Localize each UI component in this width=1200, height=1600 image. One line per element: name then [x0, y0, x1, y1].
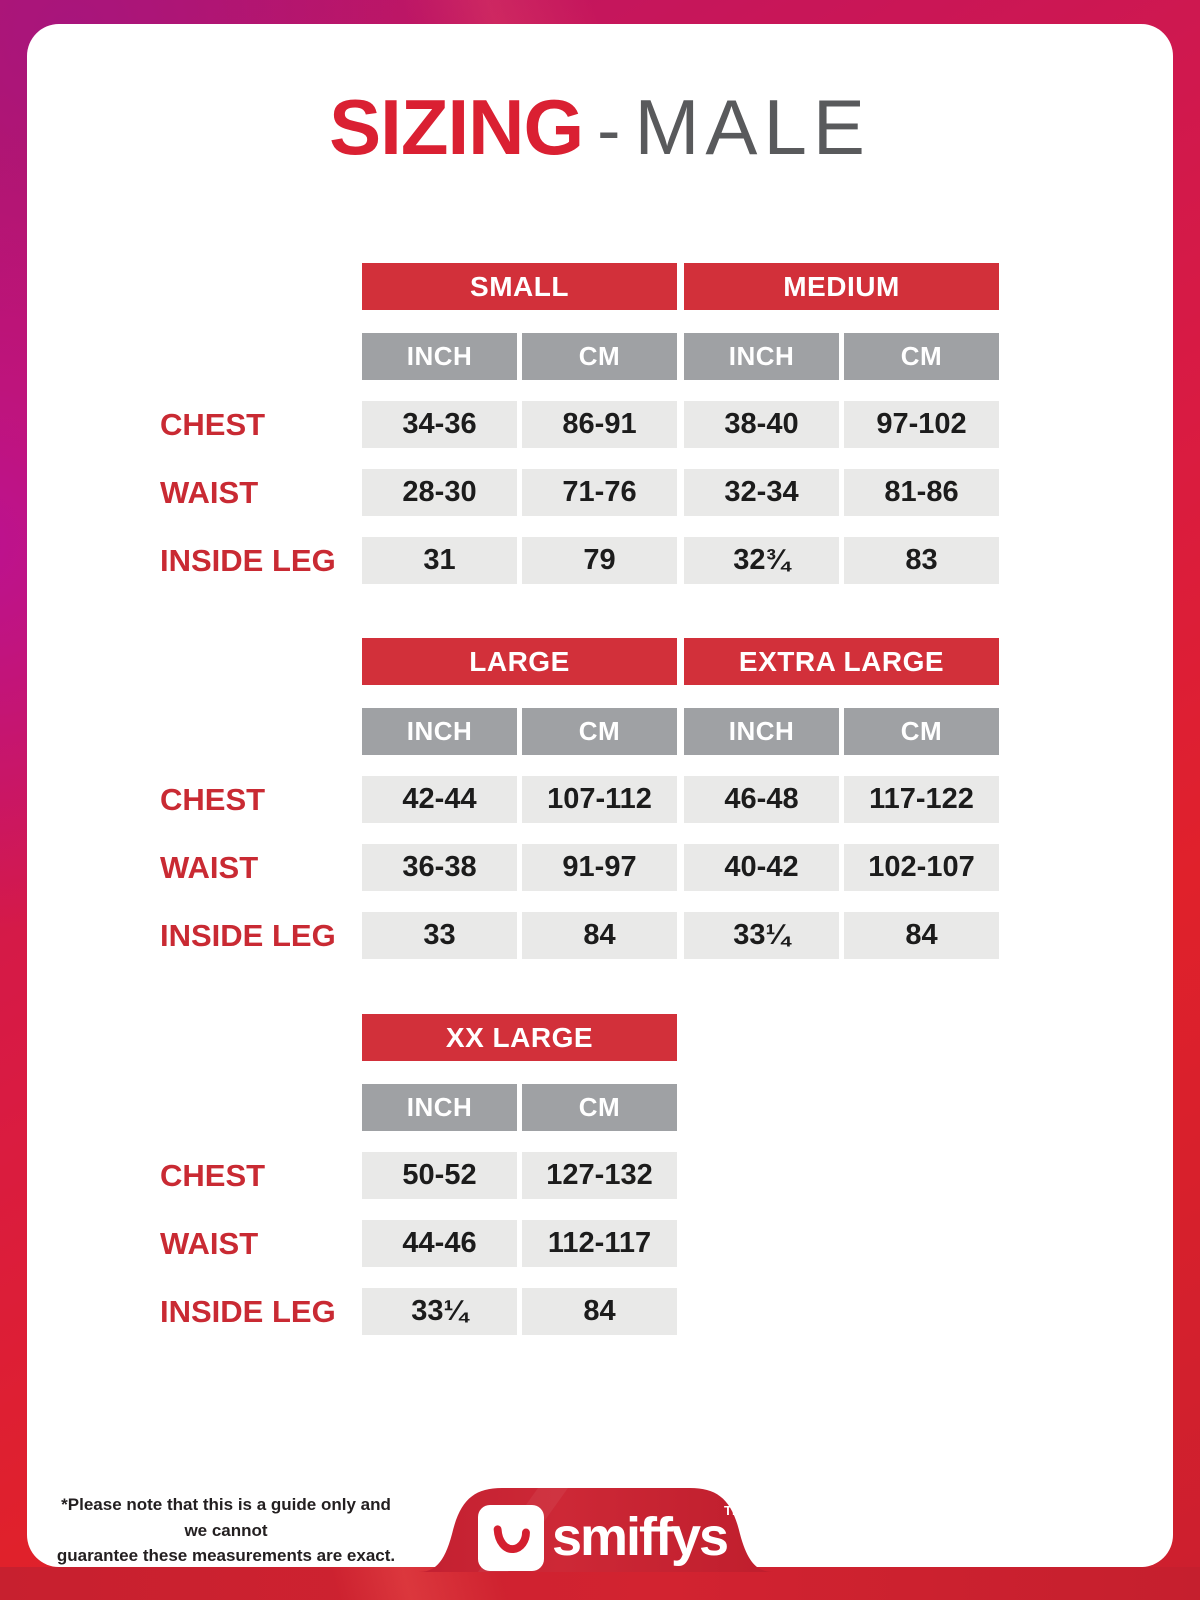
table-cell: 36-38 [362, 844, 517, 891]
table-cell: 32-34 [684, 469, 839, 516]
smiffys-logo-mark [478, 1505, 544, 1571]
table-cell: 107-112 [522, 776, 677, 823]
row-label-chest: CHEST [160, 1157, 266, 1193]
table-cell: 50-52 [362, 1152, 517, 1199]
row-label-waist: WAIST [160, 849, 259, 885]
row-label-inside-leg: INSIDE LEG [160, 1293, 336, 1329]
unit-header-cm: CM [844, 333, 999, 380]
brand-wordmark: smiffys [552, 1507, 728, 1567]
unit-header-cm: CM [522, 1084, 677, 1131]
size-header-extra-large: EXTRA LARGE [684, 638, 999, 685]
size-header-large: LARGE [362, 638, 677, 685]
table-cell: 33¼ [362, 1288, 517, 1335]
table-cell: 84 [844, 912, 999, 959]
table-cell: 42-44 [362, 776, 517, 823]
page-title [0, 82, 1200, 173]
table-cell: 71-76 [522, 469, 677, 516]
table-cell: 46-48 [684, 776, 839, 823]
table-cell: 84 [522, 1288, 677, 1335]
unit-header-inch: INCH [362, 333, 517, 380]
table-cell: 28-30 [362, 469, 517, 516]
table-cell: 127-132 [522, 1152, 677, 1199]
table-cell: 83 [844, 537, 999, 584]
table-cell: 112-117 [522, 1220, 677, 1267]
unit-header-inch: INCH [362, 1084, 517, 1131]
unit-header-cm: CM [522, 708, 677, 755]
disclaimer-note [52, 1492, 400, 1569]
table-cell: 81-86 [844, 469, 999, 516]
table-cell: 40-42 [684, 844, 839, 891]
table-cell: 33¼ [684, 912, 839, 959]
size-header-small: SMALL [362, 263, 677, 310]
unit-header-cm: CM [522, 333, 677, 380]
size-table-large-xlarge [0, 638, 1200, 959]
table-cell: 44-46 [362, 1220, 517, 1267]
row-label-inside-leg: INSIDE LEG [160, 542, 336, 578]
smiffys-smile-icon [485, 1512, 537, 1564]
unit-header-cm: CM [844, 708, 999, 755]
unit-header-inch: INCH [684, 333, 839, 380]
disclaimer-line-2: guarantee these measurements are exact. [56, 1546, 396, 1565]
table-cell: 86-91 [522, 401, 677, 448]
table-cell: 91-97 [522, 844, 677, 891]
size-header-xx-large: XX LARGE [362, 1014, 677, 1061]
trademark-symbol: TM [724, 1503, 743, 1518]
unit-header-inch: INCH [684, 708, 839, 755]
table-cell: 31 [362, 537, 517, 584]
table-cell: 117-122 [844, 776, 999, 823]
table-cell: 102-107 [844, 844, 999, 891]
size-table-small-medium [0, 263, 1200, 584]
title-separator: - [597, 91, 621, 169]
title-sizing: SIZING [329, 83, 584, 171]
row-label-chest: CHEST [160, 406, 266, 442]
row-label-waist: WAIST [160, 1225, 259, 1261]
table-cell: 32¾ [684, 537, 839, 584]
table-cell: 33 [362, 912, 517, 959]
size-header-medium: MEDIUM [684, 263, 999, 310]
table-cell: 84 [522, 912, 677, 959]
row-label-chest: CHEST [160, 781, 266, 817]
title-male: MALE [634, 83, 871, 171]
table-cell: 97-102 [844, 401, 999, 448]
row-label-waist: WAIST [160, 474, 259, 510]
table-cell: 34-36 [362, 401, 517, 448]
table-cell: 79 [522, 537, 677, 584]
size-table-xxlarge [0, 1014, 1200, 1335]
unit-header-inch: INCH [362, 708, 517, 755]
disclaimer-line-1: *Please note that this is a guide only and we cannot [61, 1495, 391, 1540]
table-cell: 38-40 [684, 401, 839, 448]
row-label-inside-leg: INSIDE LEG [160, 917, 336, 953]
